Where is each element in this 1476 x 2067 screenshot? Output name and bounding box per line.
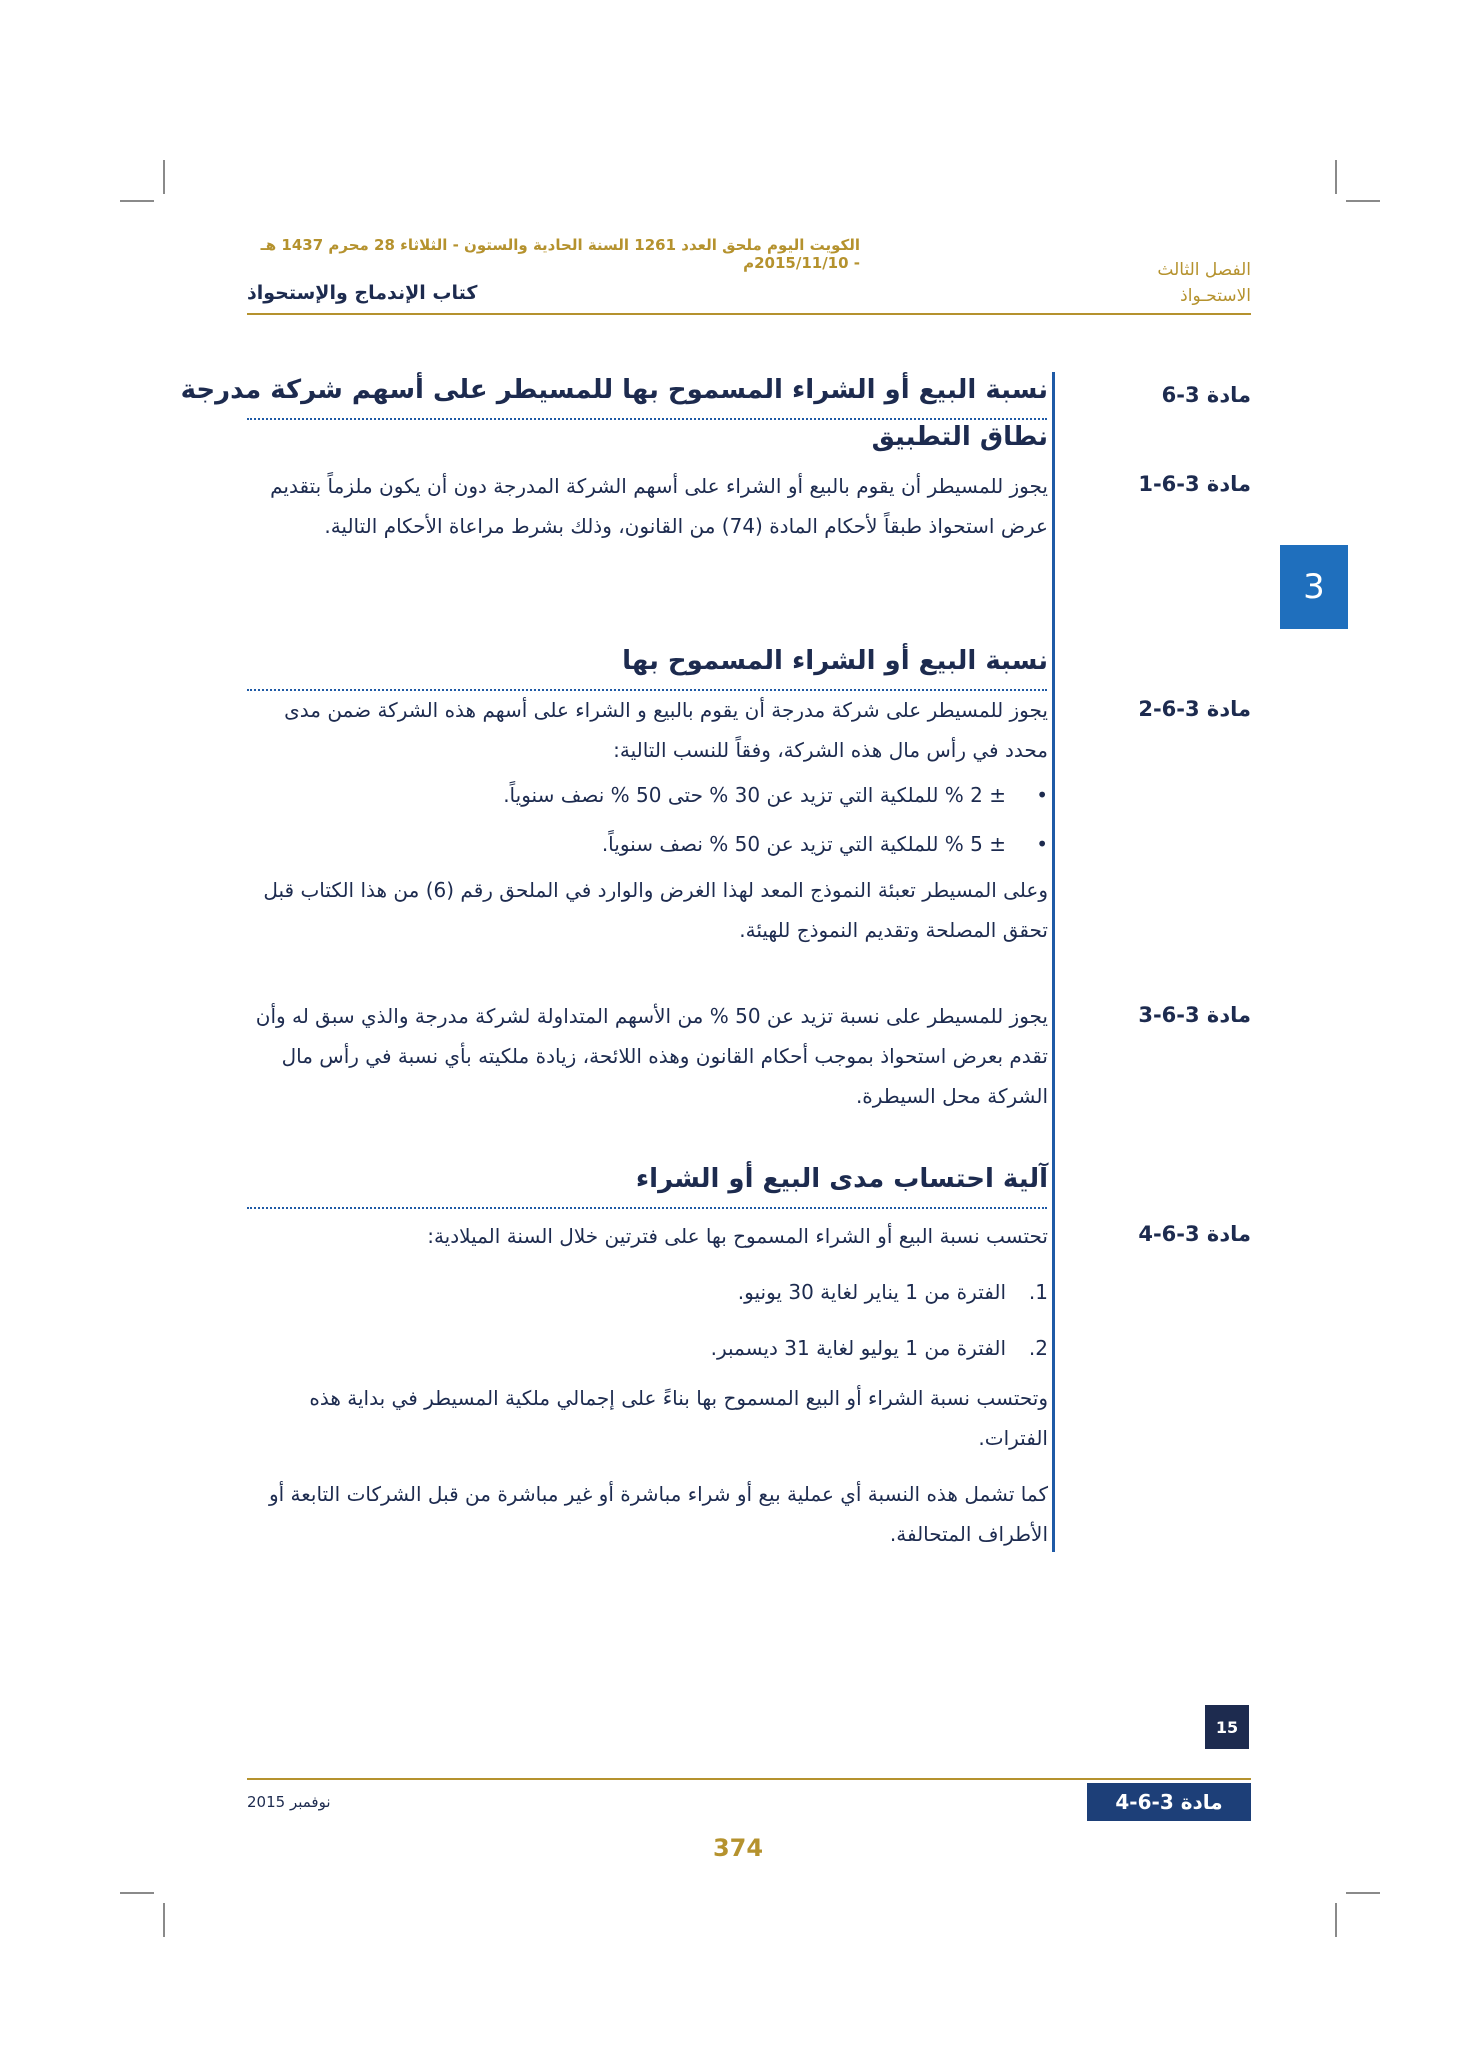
item-number: 2. — [1028, 1336, 1048, 1360]
article-label: مادة 3-6 — [1161, 383, 1251, 407]
article-label: مادة 3-6-2 — [1138, 697, 1251, 721]
crop-mark — [1346, 200, 1380, 202]
article-text: يجوز للمسيطر أن يقوم بالبيع أو الشراء على أسهم الشركة المدرجة دون أن يكون ملزماً بتقديم عرض استحواذ طبقاً لأحكام المادة (74) من القانون، وذلك بشرط مراعاة الأحكام التالية. — [270, 474, 1048, 538]
article-text: وتحتسب نسبة الشراء أو البيع المسموح بها بناءً على إجمالي ملكية المسيطر في بداية هذه الفترات. — [309, 1386, 1048, 1450]
article-title: نسبة البيع أو الشراء المسموح بها للمسيطر على أسهم شركة مدرجة — [180, 375, 1048, 405]
section-heading: نسبة البيع أو الشراء المسموح بها — [622, 646, 1048, 676]
footer-article-badge: مادة 3-6-4 — [1087, 1783, 1251, 1821]
column-divider — [1052, 372, 1055, 1552]
article-text: يجوز للمسيطر على شركة مدرجة أن يقوم بالبيع و الشراء على أسهم هذه الشركة ضمن مدى محدد في رأس مال هذه الشركة، وفقاً للنسب التالية: — [284, 698, 1048, 762]
footer-rule — [247, 1778, 1251, 1780]
section-title: الاستحـواذ — [1180, 286, 1251, 306]
article-label: مادة 3-6-4 — [1138, 1222, 1251, 1246]
crop-mark — [1335, 160, 1337, 194]
item-text: الفترة من 1 يناير لغاية 30 يونيو. — [737, 1280, 1006, 1304]
list-item — [248, 1336, 1048, 1360]
crop-mark — [163, 1903, 165, 1937]
crop-mark — [120, 1892, 154, 1894]
article-text: كما تشمل هذه النسبة أي عملية بيع أو شراء مباشرة أو غير مباشرة من قبل الشركات التابعة أو الأطراف المتحالفة. — [268, 1482, 1048, 1546]
bullet-text: ± 5 % للملكية التي تزيد عن 50 % نصف سنوياً. — [601, 832, 1006, 856]
list-item — [248, 1280, 1048, 1304]
header-rule — [247, 313, 1251, 315]
book-title: كتاب الإندماج والإستحواذ — [247, 282, 478, 304]
article-text: وعلى المسيطر تعبئة النموذج المعد لهذا الغرض والوارد في الملحق رقم (6) من هذا الكتاب قبل تحقق المصلحة وتقديم النموذج للهيئة. — [263, 878, 1048, 942]
dotted-divider — [247, 1207, 1047, 1209]
article-text: يجوز للمسيطر على نسبة تزيد عن 50 % من الأسهم المتداولة لشركة مدرجة والذي سبق له وأن تقدم بعرض استحواذ بموجب أحكام القانون وهذه اللائحة، زيادة ملكيته بأي نسبة في رأس مال الشركة محل السيطرة. — [255, 1004, 1048, 1108]
section-heading: نطاق التطبيق — [871, 422, 1048, 452]
chapter-heading — [1157, 257, 1251, 309]
gazette-line: الكويت اليوم ملحق العدد 1261 السنة الحادية والستون - الثلاثاء 28 محرم 1437 هـ - 2015/11/10م — [260, 236, 860, 272]
list-item — [248, 783, 1048, 807]
page-number: 374 — [712, 1834, 764, 1862]
article-text: تحتسب نسبة البيع أو الشراء المسموح بها على فترتين خلال السنة الميلادية: — [427, 1224, 1048, 1248]
bullet-text: ± 2 % للملكية التي تزيد عن 30 % حتى 50 % نصف سنوياً. — [503, 783, 1006, 807]
crop-mark — [1346, 1892, 1380, 1894]
list-item — [248, 832, 1048, 856]
chapter-tab: 3 — [1280, 545, 1348, 629]
page-badge: 15 — [1205, 1705, 1249, 1749]
section-heading: آلية احتساب مدى البيع أو الشراء — [635, 1164, 1048, 1194]
bullet: • — [1036, 832, 1048, 856]
dotted-divider — [247, 418, 1047, 420]
crop-mark — [1335, 1903, 1337, 1937]
crop-mark — [120, 200, 154, 202]
crop-mark — [163, 160, 165, 194]
footer-date: نوفمبر 2015 — [247, 1793, 331, 1811]
article-label: مادة 3-6-1 — [1138, 472, 1251, 496]
chapter-title: الفصل الثالث — [1157, 260, 1251, 280]
article-label: مادة 3-6-3 — [1138, 1003, 1251, 1027]
item-text: الفترة من 1 يوليو لغاية 31 ديسمبر. — [710, 1336, 1006, 1360]
bullet: • — [1036, 783, 1048, 807]
item-number: 1. — [1028, 1280, 1048, 1304]
